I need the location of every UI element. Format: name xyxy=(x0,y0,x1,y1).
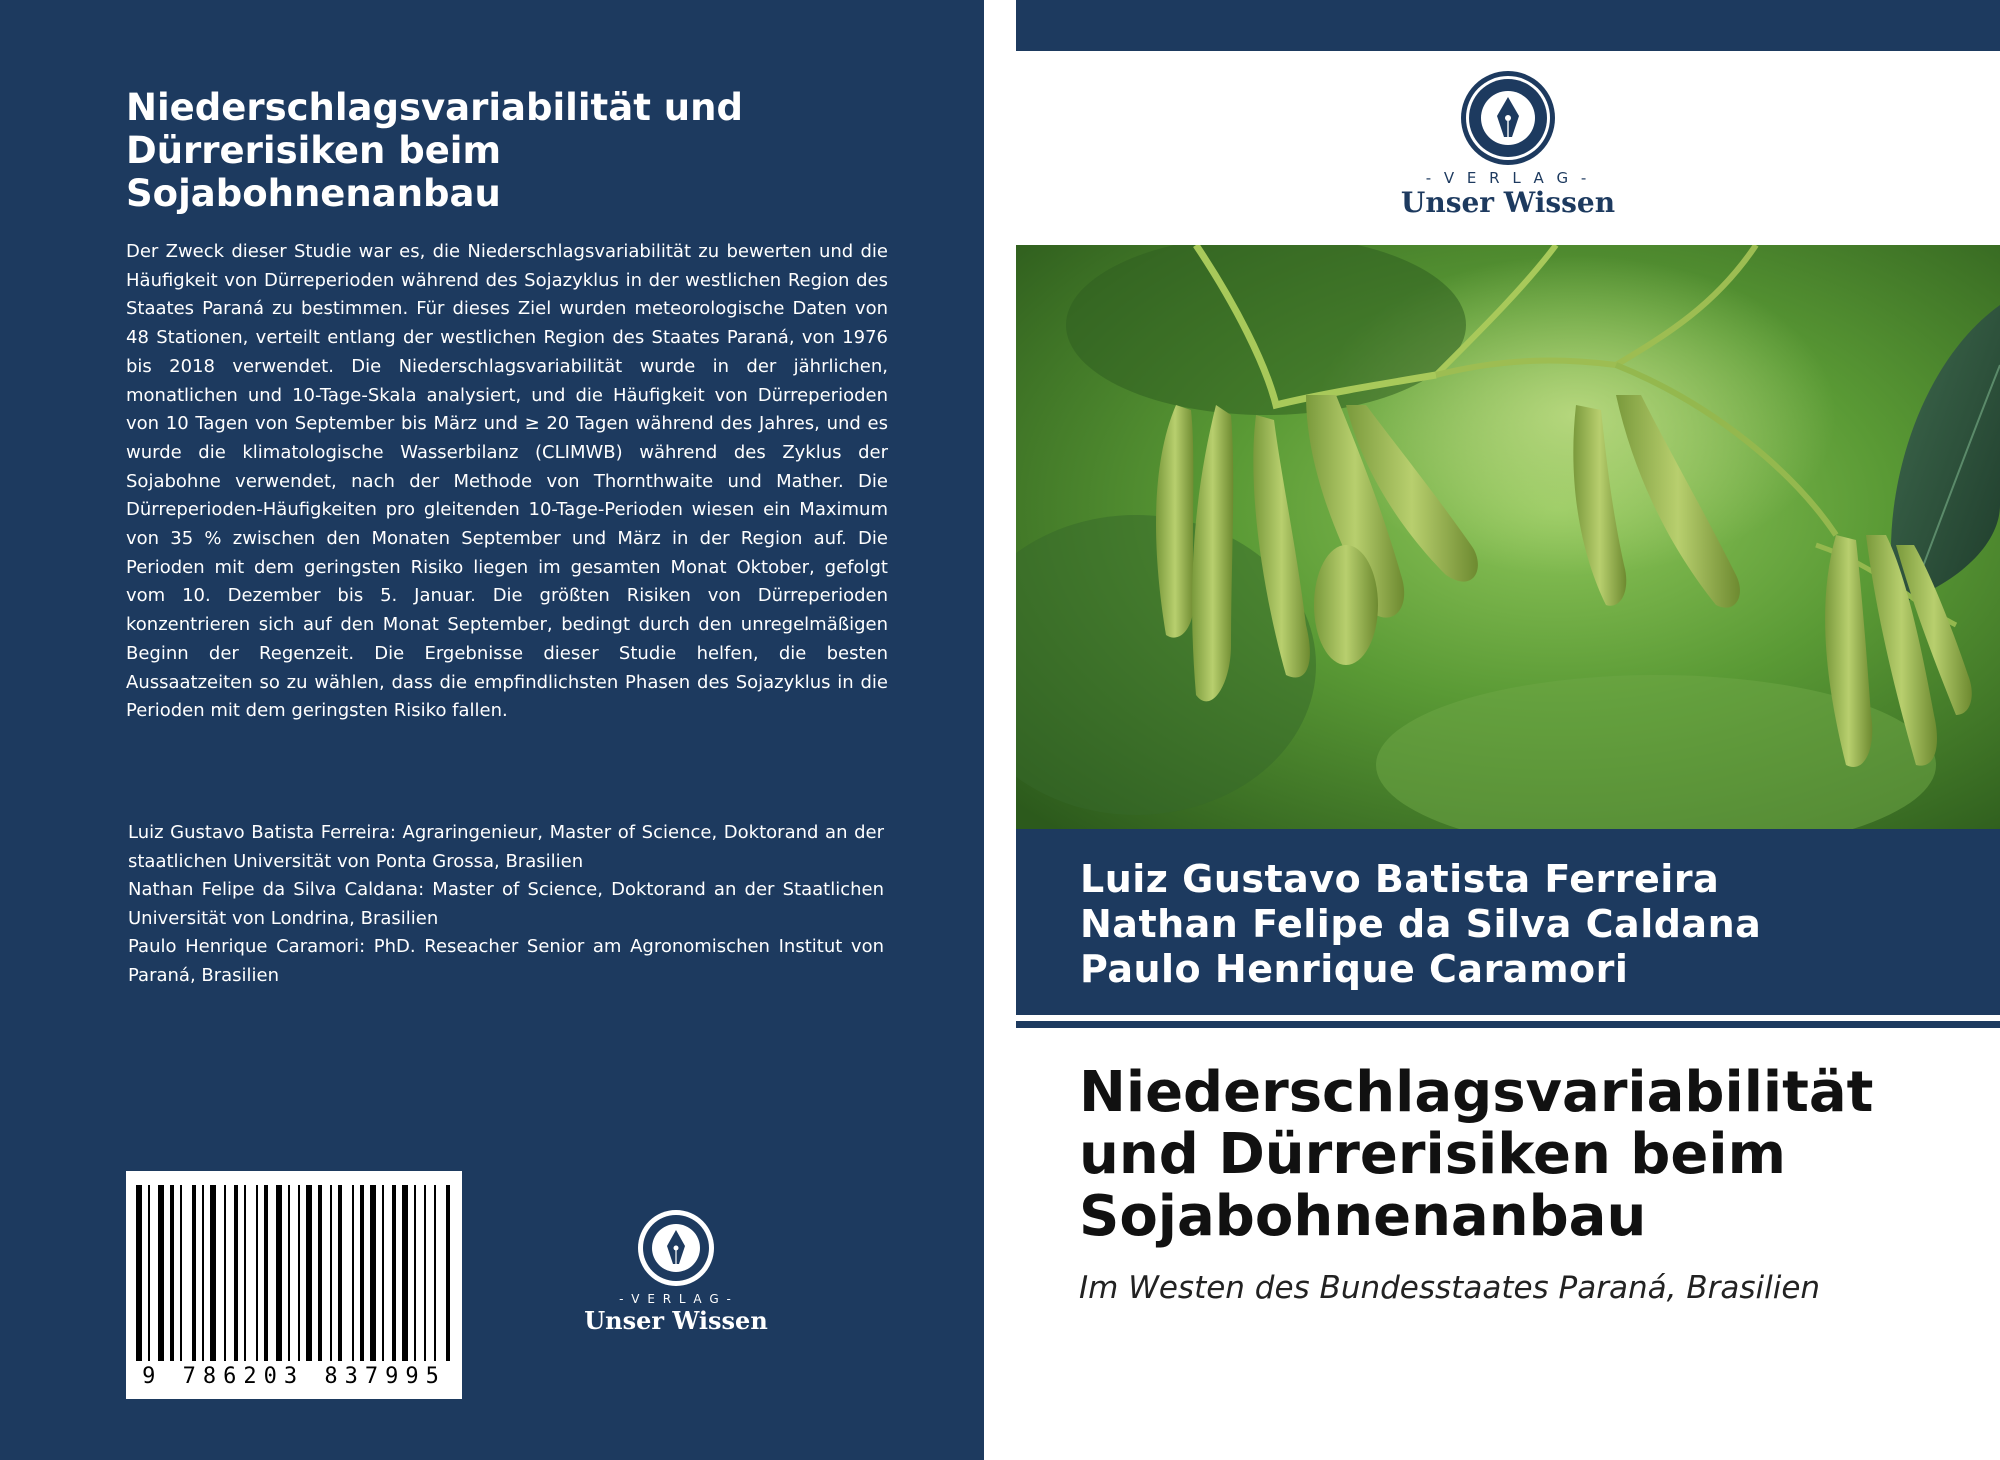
barcode-bar xyxy=(298,1185,300,1361)
author-bios xyxy=(128,819,884,990)
authors-band xyxy=(1016,829,2000,1015)
barcode-bar xyxy=(414,1185,416,1361)
isbn-digits: 9 786203 837995 xyxy=(142,1364,446,1389)
front-cover-title: Niederschlagsvariabilität und Dürrerisiken beim Sojabohnenanbau xyxy=(1079,1060,1874,1249)
publisher-logo-front xyxy=(1378,70,1638,230)
publisher-name: Unser Wissen xyxy=(584,1306,768,1335)
author-bio: Paulo Henrique Caramori: PhD. Reseacher Senior am Agronomischen Institut von Paraná, Brasilien xyxy=(128,936,884,986)
barcode-bar xyxy=(392,1185,396,1361)
publisher-verlag: - V E R L A G - xyxy=(1425,169,1591,187)
barcode-bar xyxy=(306,1185,312,1361)
barcode-bar xyxy=(202,1185,204,1361)
publisher-name: Unser Wissen xyxy=(1400,186,1616,219)
divider-line xyxy=(1016,1021,2000,1028)
front-cover xyxy=(1016,0,2000,1460)
barcode-bar xyxy=(276,1185,282,1361)
front-top-bar xyxy=(1016,0,2000,51)
barcode-bar xyxy=(360,1185,364,1361)
publisher-logo-back xyxy=(566,1208,786,1338)
barcode-bar xyxy=(382,1185,384,1361)
author-bio: Luiz Gustavo Batista Ferreira: Agraringenieur, Master of Science, Doktorand an der staatlichen Universität von Ponta Grossa, Brasilien xyxy=(128,822,884,872)
barcode-bar xyxy=(244,1185,246,1361)
front-cover-subtitle: Im Westen des Bundesstaates Paraná, Brasilien xyxy=(1079,1270,1821,1306)
barcode-bar xyxy=(180,1185,182,1361)
back-cover-title: Niederschlagsvariabilität und Dürrerisiken beim Sojabohnenanbau xyxy=(126,86,743,215)
barcode-bar xyxy=(148,1185,150,1361)
barcode-bar xyxy=(352,1185,354,1361)
soybean-pods-photo xyxy=(1016,245,2000,829)
barcode-bar xyxy=(318,1185,322,1361)
barcode-bar xyxy=(434,1185,436,1361)
barcode-bar xyxy=(402,1185,408,1361)
isbn-barcode xyxy=(126,1171,462,1399)
author-name: Nathan Felipe da Silva Caldana xyxy=(1080,902,1762,946)
barcode-bar xyxy=(370,1185,376,1361)
barcode-bar xyxy=(170,1185,174,1361)
author-name: Paulo Henrique Caramori xyxy=(1080,947,1629,991)
author-bio: Nathan Felipe da Silva Caldana: Master of Science, Doktorand an der Staatlichen Universität von Londrina, Brasilien xyxy=(128,879,884,929)
barcode-bar xyxy=(224,1185,226,1361)
barcode-bar xyxy=(264,1185,268,1361)
barcode-bar xyxy=(234,1185,238,1361)
back-cover xyxy=(0,0,984,1460)
barcode-bar xyxy=(192,1185,196,1361)
back-cover-abstract: Der Zweck dieser Studie war es, die Niederschlagsvariabilität zu bewerten und die Häufigkeit von Dürreperioden während des Sojazyklus in der westlichen Region des Staates Paraná zu bestimmen. Für dieses Ziel wurden meteorologische Daten von 48 Stationen, verteilt entlang der westlichen Region des Staates Paraná, von 1976 bis 2018 verwendet. Die Niederschlagsvariabilität wurde in der jährlichen, monatlichen und 10-Tage-Skala analysiert, und die Häufigkeit von Dürreperioden von 10 Tagen von September bis März und ≥ 20 Tagen während des Jahres, und es wurde die klimatologische Wasserbilanz (CLIMWB) während des Zyklus der Sojabohne verwendet, nach der Methode von Thornthwaite und Mather. Die Dürreperioden-Häufigkeiten pro gleitenden 10-Tage-Perioden wiesen ein Maximum von 35 % zwischen den Monaten September und März in der Region auf. Die Perioden mit dem geringsten Risiko liegen im gesamten Monat Oktober, gefolgt vom 10. Dezember bis 5. Januar. Die größten Risiken von Dürreperioden konzentrieren sich auf den Monat September, bedingt durch den unregelmäßigen Beginn der Regenzeit. Die Ergebnisse dieser Studie helfen, die besten Aussaatzeiten so zu wählen, dass die empfindlichsten Phasen des Sojazyklus in die Perioden mit dem geringsten Risiko fallen. xyxy=(126,241,888,722)
barcode-bar xyxy=(446,1185,450,1361)
author-name: Luiz Gustavo Batista Ferreira xyxy=(1080,857,1720,901)
barcode-bar xyxy=(424,1185,426,1361)
publisher-verlag: - V E R L A G - xyxy=(619,1292,733,1306)
barcode-bar xyxy=(256,1185,258,1361)
barcode-bar xyxy=(288,1185,290,1361)
barcode-bar xyxy=(338,1185,342,1361)
barcode-bar xyxy=(330,1185,332,1361)
barcode-bar xyxy=(210,1185,216,1361)
barcode-bar xyxy=(158,1185,164,1361)
barcode-bar xyxy=(136,1185,142,1361)
